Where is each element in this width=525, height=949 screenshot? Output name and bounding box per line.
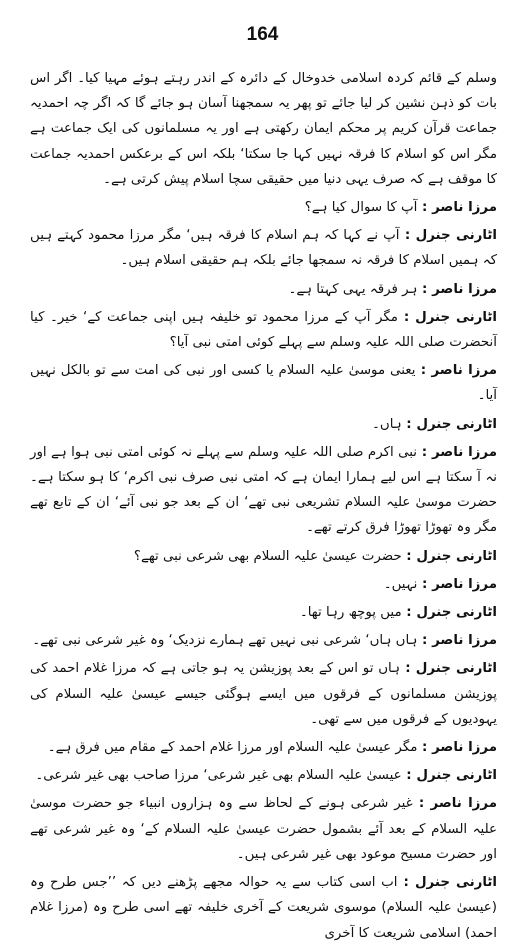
dialogue-text: مگر عیسیٰ علیہ السلام اور مرزا غلام احمد کے مقام میں فرق ہے۔ [47,740,418,756]
dialogue-text: ہر فرقہ یہی کہتا ہے۔ [288,281,418,297]
speaker-label: اٹارنی جنرل [416,768,497,784]
dialogue-line: اٹارنی جنرل : حضرت عیسیٰ علیہ السلام بھی شرعی نبی تھے؟ [133,548,497,564]
dialogue-line: مرزا ناصر : نبی اکرم صلی اللہ علیہ وسلم سے پہلے نہ کوئی امتی نبی ہوا ہے اور نہ آ سکتا ہے اس لیے ہمارا ایمان ہے کہ امتی نبی صرف نبی اکرم‘ کا ہو سکتا ہے۔ حضرت موسیٰ علیہ السلام تشریعی نبی تھے‘ ان کے بعد جو نبی آئے‘ ان کے تابع تھے مگر وہ تھوڑا تھوڑا فرق کرتے تھے۔ [30,444,497,536]
dialogue-text: حضرت عیسیٰ علیہ السلام بھی شرعی نبی تھے؟ [133,548,402,564]
paragraph-text: وسلم کے قائم کردہ اسلامی خدوخال کے دائرہ کے اندر رہتے ہوئے مہیا کیا۔ اگر اس بات کو ذہن نشین کر لیا جائے تو پھر یہ سمجھنا آسان ہو جائے گا کہ اگر چہ احمدیہ جماعت قرآن کریم پر محکم ایمان رکھتی ہے اور یہ مسلمانوں کی ایک جماعت ہے مگر اس کو اسلام کا فرقہ نہیں کہا جا سکتا‘ بلکہ اس کے برعکس احمدیہ جماعت کا موقف ہے کہ صرف یہی دنیا میں حقیقی سچا اسلام پیش کرتی ہے۔ [30,71,497,187]
dialogue-text: میں پوچھ رہا تھا۔ [299,605,402,621]
dialogue-line: مرزا ناصر : مگر عیسیٰ علیہ السلام اور مرزا غلام احمد کے مقام میں فرق ہے۔ [47,740,497,756]
dialogue-text: آپ کا سوال کیا ہے؟ [304,200,418,216]
speaker-label: مرزا ناصر [432,281,497,297]
dialogue-line: اٹارنی جنرل : ہاں تو اس کے بعد پوزیشن یہ ہو جاتی ہے کہ مرزا غلام احمد کی پوزیشن مسلمانوں کے فرقوں میں ایسے ہوگئی جیسے عیسیٰ علیہ السلام کی یہودیوں کے فرقوں میں سے تھی۔ [30,661,497,727]
speaker-label: اٹارنی جنرل [416,416,497,432]
dialogue-line: اٹارنی جنرل : ہاں۔ [372,416,497,432]
dialogue-text: یعنی موسیٰ علیہ السلام یا کسی اور نبی کی امت سے تو بالکل نہیں آیا۔ [30,363,497,404]
dialogue-line: مرزا ناصر : آپ کا سوال کیا ہے؟ [304,200,497,216]
dialogue-text: عیسیٰ علیہ السلام بھی غیر شرعی‘ مرزا صاحب بھی غیر شرعی۔ [35,768,402,784]
speaker-label: مرزا ناصر [432,740,497,756]
dialogue-line: مرزا ناصر : غیر شرعی ہونے کے لحاظ سے وہ ہزاروں انبیاء جو حضرت موسیٰ علیہ السلام کے بعد آئے بشمول حضرت عیسیٰ علیہ السلام کے‘ وہ غیر شرعی تھے اور حضرت مسیح موعود بھی غیر شرعی ہیں۔ [30,796,497,862]
dialogue-line: اٹارنی جنرل : مگر آپ کے مرزا محمود تو خلیفہ ہیں اپنی جماعت کے‘ خیر۔ کیا آنحضرت صلی اللہ علیہ وسلم سے پہلے کوئی امتی نبی آیا؟ [30,309,497,351]
dialogue-text: ہاں تو اس کے بعد پوزیشن یہ ہو جاتی ہے کہ مرزا غلام احمد کی پوزیشن مسلمانوں کے فرقوں میں ایسے ہوگئی جیسے عیسیٰ علیہ السلام کی یہودیوں کے فرقوں میں سے تھی۔ [30,661,497,727]
dialogue-line: اٹارنی جنرل : آپ نے کہا کہ ہم اسلام کا فرقہ ہیں‘ مگر مرزا محمود کہتے ہیں کہ ہمیں اسلام کا فرقہ نہ سمجھا جائے بلکہ ہم حقیقی اسلام ہیں۔ [30,228,497,269]
speaker-label: مرزا ناصر [430,796,497,812]
dialogue-line: مرزا ناصر : ہاں ہاں‘ شرعی نبی نہیں تھے ہمارے نزدیک‘ وہ غیر شرعی نبی تھے۔ [32,633,497,649]
dialogue-text: مگر آپ کے مرزا محمود تو خلیفہ ہیں اپنی جماعت کے‘ خیر۔ کیا آنحضرت صلی اللہ علیہ وسلم سے پہلے کوئی امتی نبی آیا؟ [30,309,497,351]
speaker-label: اٹارنی جنرل [416,548,497,564]
dialogue-line: اٹارنی جنرل : میں پوچھ رہا تھا۔ [299,605,497,621]
dialogue-line: اٹارنی جنرل : اب اسی کتاب سے یہ حوالہ مجھے پڑھنے دیں کہ ’’جس طرح وہ (عیسیٰ علیہ السلام) موسوی شریعت کے آخری خلیفہ تھے اسی طرح وہ (مرزا غلام احمد) اسلامی شریعت کا آخری [30,875,497,941]
speaker-label: اٹارنی جنرل [415,661,497,677]
speaker-label: مرزا ناصر [431,363,497,379]
dialogue-text: نہیں۔ [383,576,418,592]
page-body [30,66,497,949]
dialogue-text: آپ نے کہا کہ ہم اسلام کا فرقہ ہیں‘ مگر مرزا محمود کہتے ہیں کہ ہمیں اسلام کا فرقہ نہ سمجھا جائے بلکہ ہم حقیقی اسلام ہیں۔ [30,228,497,269]
page-number: 164 [246,24,279,45]
dialogue-line: مرزا ناصر : ہر فرقہ یہی کہتا ہے۔ [288,281,497,297]
speaker-label: اٹارنی جنرل [414,875,497,891]
speaker-label: اٹارنی جنرل [415,228,497,244]
dialogue-line: مرزا ناصر : نہیں۔ [383,576,497,592]
dialogue-text: ہاں ہاں‘ شرعی نبی نہیں تھے ہمارے نزدیک‘ وہ غیر شرعی نبی تھے۔ [32,633,418,649]
paragraph [30,66,497,192]
dialogue-text: ہاں۔ [372,416,402,432]
speaker-label: مرزا ناصر [432,200,497,216]
dialogue-line: مرزا ناصر : یعنی موسیٰ علیہ السلام یا کسی اور نبی کی امت سے تو بالکل نہیں آیا۔ [30,363,497,404]
dialogue-text: اب اسی کتاب سے یہ حوالہ مجھے پڑھنے دیں کہ ’’جس طرح وہ (عیسیٰ علیہ السلام) موسوی شریعت کے آخری خلیفہ تھے اسی طرح وہ (مرزا غلام احمد) اسلامی شریعت کا آخری [30,875,497,941]
speaker-label: اٹارنی جنرل [415,309,497,325]
dialogue-line: اٹارنی جنرل : عیسیٰ علیہ السلام بھی غیر شرعی‘ مرزا صاحب بھی غیر شرعی۔ [35,768,497,784]
dialogue-text: غیر شرعی ہونے کے لحاظ سے وہ ہزاروں انبیاء جو حضرت موسیٰ علیہ السلام کے بعد آئے بشمول حضرت عیسیٰ علیہ السلام کے‘ وہ غیر شرعی تھے اور حضرت مسیح موعود بھی غیر شرعی ہیں۔ [30,796,497,862]
dialogue-text: نبی اکرم صلی اللہ علیہ وسلم سے پہلے نہ کوئی امتی نبی ہوا ہے اور نہ آ سکتا ہے اس لیے ہمارا ایمان ہے کہ امتی نبی صرف نبی اکرم‘ کا ہو سکتا ہے۔ حضرت موسیٰ علیہ السلام تشریعی نبی تھے‘ ان کے بعد جو نبی آئے‘ ان کے تابع تھے مگر وہ تھوڑا تھوڑا فرق کرتے تھے۔ [30,444,497,536]
speaker-label: مرزا ناصر [431,444,497,460]
speaker-label: مرزا ناصر [432,633,497,649]
speaker-label: مرزا ناصر [432,576,497,592]
speaker-label: اٹارنی جنرل [416,605,497,621]
